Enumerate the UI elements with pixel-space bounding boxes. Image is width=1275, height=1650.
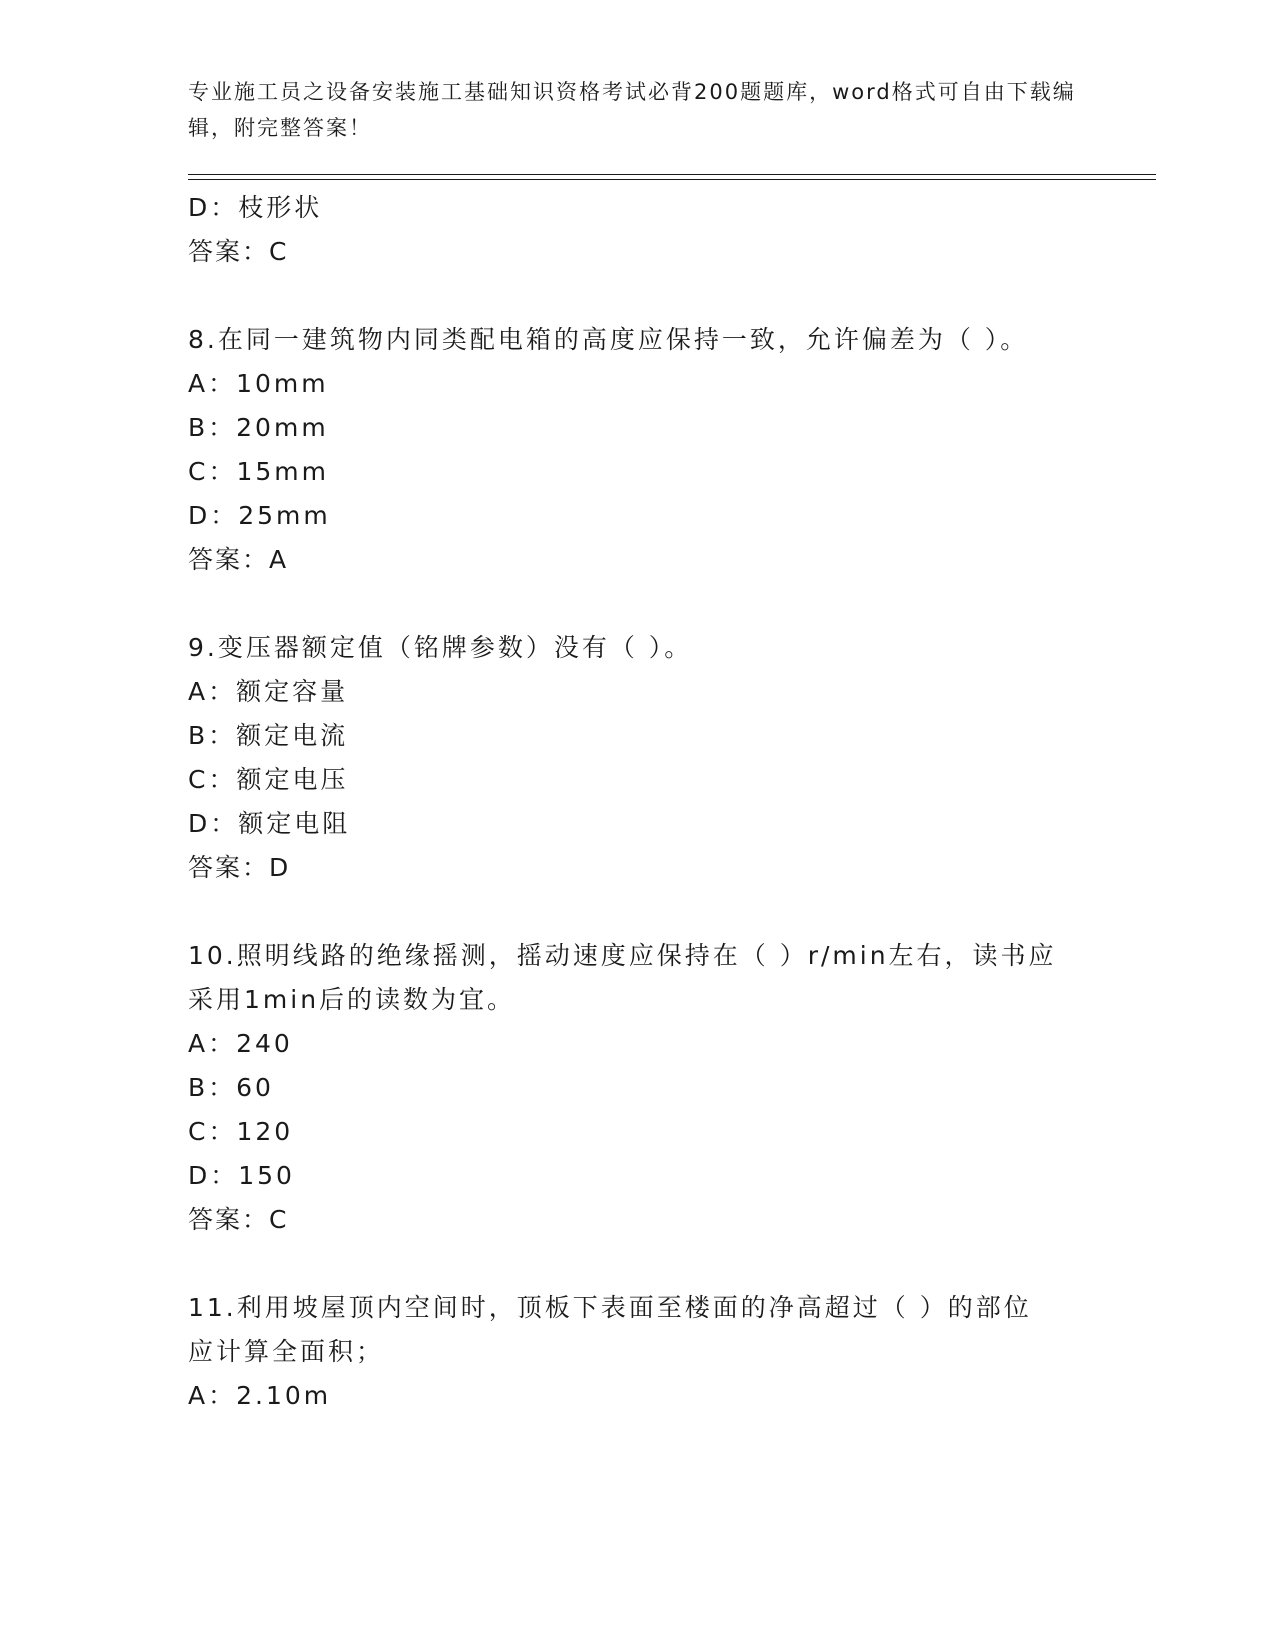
question-8-option-a: A：10mm [188, 369, 329, 398]
question-10-option-c: C：120 [188, 1117, 294, 1146]
question-9-option-d: D：额定电阻 [188, 809, 351, 838]
prev-option-d: D：枝形状 [188, 193, 323, 222]
prev-answer: 答案：C [188, 237, 289, 266]
document-header: 专业施工员之设备安装施工基础知识资格考试必背200题题库，word格式可自由下载编辑，附完整答案！ [188, 80, 1076, 140]
question-9-answer: 答案：D [188, 853, 291, 882]
question-8-stem: 8.在同一建筑物内同类配电箱的高度应保持一致，允许偏差为（ ）。 [188, 325, 1029, 354]
question-8-answer: 答案：A [188, 545, 289, 574]
question-9-option-b: B：额定电流 [188, 721, 349, 750]
question-8-option-b: B：20mm [188, 413, 329, 442]
question-11-option-a: A：2.10m [188, 1381, 332, 1410]
question-9-option-a: A：额定容量 [188, 677, 349, 706]
question-9-stem: 9.变压器额定值（铭牌参数）没有（ ）。 [188, 633, 693, 662]
question-10-stem-line1: 10.照明线路的绝缘摇测，摇动速度应保持在（ ）r/min左右，读书应 [188, 941, 1057, 970]
question-11-stem-line2: 应计算全面积； [188, 1337, 385, 1366]
question-8-option-c: C：15mm [188, 457, 329, 486]
question-9-option-c: C：额定电压 [188, 765, 349, 794]
question-10-option-a: A：240 [188, 1029, 293, 1058]
question-10-option-b: B：60 [188, 1073, 274, 1102]
question-10-option-d: D：150 [188, 1161, 295, 1190]
header-divider-bottom [188, 179, 1156, 180]
header-divider-top [188, 174, 1156, 175]
question-8-option-d: D：25mm [188, 501, 331, 530]
question-10-stem-line2: 采用1min后的读数为宜。 [188, 985, 516, 1014]
question-11-stem-line1: 11.利用坡屋顶内空间时，顶板下表面至楼面的净高超过（ ）的部位 [188, 1293, 1032, 1322]
question-10-answer: 答案：C [188, 1205, 289, 1234]
